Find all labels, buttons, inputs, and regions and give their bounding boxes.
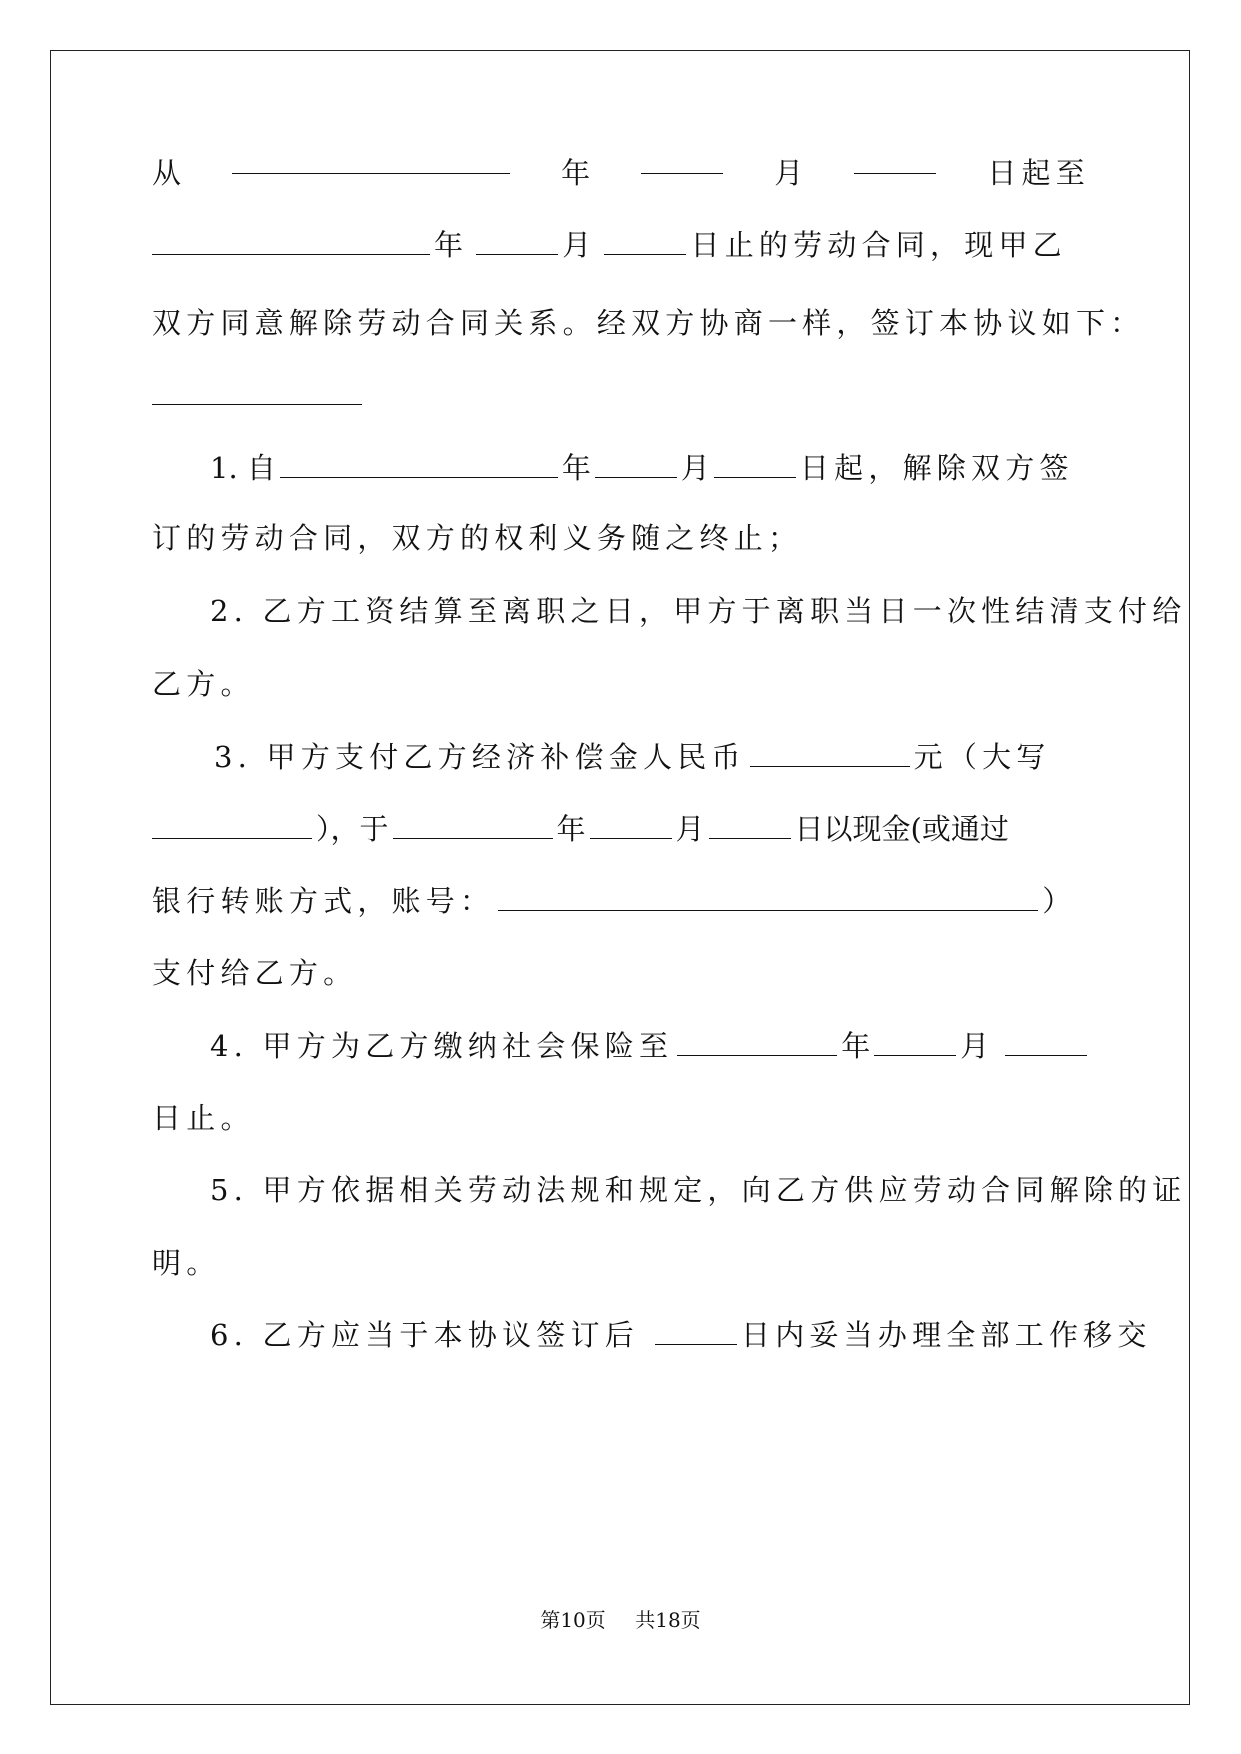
text-line-13 — [152, 1016, 1090, 1076]
blank-field-day — [604, 224, 686, 255]
text-line-11 — [152, 871, 1090, 931]
text-segment: 6. 乙方应当于本协议签订后 — [210, 1318, 639, 1352]
blank-field-month — [476, 224, 558, 255]
text-segment: 日起至 — [987, 156, 1090, 190]
blank-field-days — [655, 1314, 737, 1345]
text-segment: 月 — [675, 812, 705, 846]
text-segment: 1. 自 — [210, 451, 276, 485]
text-line-9 — [152, 727, 1090, 787]
blank-field-month — [595, 447, 677, 478]
blank-field-year — [393, 808, 553, 839]
text-segment: 日以现金(或通过 — [794, 812, 1009, 846]
text-line-1 — [152, 143, 1090, 203]
text-segment: 日起，解除双方签 — [799, 451, 1074, 485]
blank-field-year — [280, 447, 558, 478]
text-segment: 4. 甲方为乙方缴纳社会保险至 — [210, 1029, 674, 1063]
text-segment: 年 — [561, 451, 591, 485]
blank-field-day — [1005, 1025, 1087, 1056]
page-total: 共18页 — [635, 1608, 701, 1632]
blank-field-month — [641, 143, 723, 174]
text-line-8: 乙方。 — [152, 667, 255, 701]
text-line-10 — [152, 799, 1090, 859]
blank-field-year — [677, 1025, 837, 1056]
text-segment: 年 — [434, 228, 464, 262]
blank-field-day — [714, 447, 796, 478]
text-segment: 银行转账方式，账号： — [152, 884, 495, 918]
text-segment: 年 — [556, 812, 586, 846]
text-segment: 月 — [774, 156, 804, 190]
text-line-3: 双方同意解除劳动合同关系。经双方协商一样，签订本协议如下： — [152, 306, 1145, 340]
text-segment: 日内妥当办理全部工作移交 — [740, 1318, 1152, 1352]
page-footer — [0, 1604, 1241, 1633]
text-segment: 月 — [562, 228, 592, 262]
blank-field-amount — [750, 736, 910, 767]
text-line-4 — [152, 365, 1090, 425]
page-number: 第10页 — [540, 1608, 606, 1632]
text-segment: 年 — [561, 156, 591, 190]
text-segment: 月 — [960, 1029, 990, 1063]
text-segment: 从 — [152, 156, 182, 190]
blank-field-day — [854, 143, 936, 174]
text-line-6: 订的劳动合同，双方的权利义务随之终止； — [152, 521, 803, 555]
text-line-16: 明。 — [152, 1246, 221, 1280]
text-line-17 — [152, 1305, 1152, 1365]
text-line-7: 2. 乙方工资结算至离职之日，甲方于离职当日一次性结清支付给 — [210, 594, 1187, 628]
text-segment: 3. 甲方支付乙方经济补偿金人民币 — [214, 740, 746, 774]
text-line-14: 日止。 — [152, 1101, 255, 1135]
blank-field-account — [498, 880, 1038, 911]
text-segment: ），于 — [316, 812, 389, 846]
text-segment: ） — [1042, 884, 1072, 918]
blank-field-year — [232, 143, 510, 174]
text-segment: 月 — [680, 451, 710, 485]
blank-field — [152, 374, 362, 405]
text-segment: 年 — [841, 1029, 871, 1063]
text-segment: 元（大写 — [913, 740, 1051, 774]
blank-field-amount-words — [152, 808, 312, 839]
text-line-5 — [152, 438, 1090, 498]
blank-field-month — [874, 1025, 956, 1056]
blank-field-month — [590, 808, 672, 839]
text-line-15: 5. 甲方依据相关劳动法规和规定，向乙方供应劳动合同解除的证 — [210, 1173, 1187, 1207]
text-line-12: 支付给乙方。 — [152, 956, 358, 990]
text-line-2 — [152, 215, 1090, 275]
text-segment: 日止的劳动合同，现甲乙 — [690, 228, 1067, 262]
blank-field-day — [709, 808, 791, 839]
blank-field-year — [152, 224, 430, 255]
